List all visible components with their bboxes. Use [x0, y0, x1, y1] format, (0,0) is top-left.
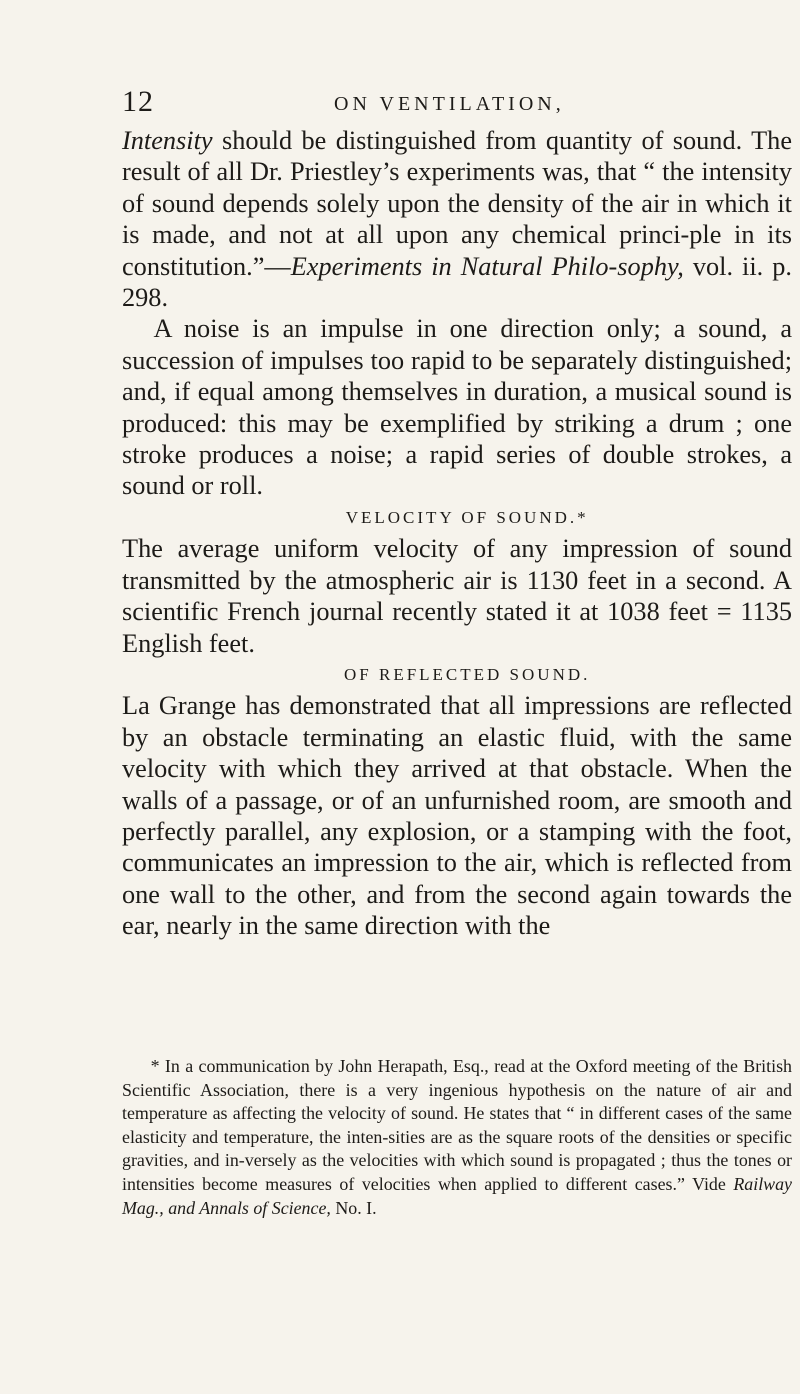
- footnote: [122, 1055, 792, 1220]
- paragraph-intensity: [122, 125, 792, 313]
- paragraph-reflected-sound: La Grange has demonstrated that all impressions are reflected by an obstacle terminating an elastic fluid, with the same velocity with which they arrived at that obstacle. When the walls of a passage, or of an unfurnished room, are smooth and perfectly parallel, any explosion, or a stamping with the foot, communicates an impression to the air, which is reflected from one wall to the other, and from the second again towards the ear, nearly in the same direction with the: [122, 691, 792, 941]
- paragraph-noise: A noise is an impulse in one direction only; a sound, a succession of impulses too rapid to be separately distinguished; and, if equal among themselves in duration, a musical sound is produced: this may be exemplified by striking a drum ; one stroke produces a noise; a rapid series of double strokes, a sound or roll.: [122, 314, 792, 501]
- paragraph-intensity-reference: vol. ii. p. 298.: [122, 251, 792, 313]
- paragraph-velocity: The average uniform velocity of any impression of sound transmitted by the atmospheric air is 1130 feet in a second. A scientific French journal recently stated it at 1038 feet = 1135 English feet.: [122, 534, 792, 658]
- running-title: ON VENTILATION,: [334, 93, 565, 115]
- section-heading-velocity: VELOCITY OF SOUND.*: [345, 507, 589, 527]
- source-title: Experiments in Natural Philo-sophy,: [290, 251, 684, 281]
- section-heading-reflected-sound: OF REFLECTED SOUND.: [344, 664, 591, 684]
- running-head: [122, 85, 782, 125]
- body-text: [122, 125, 792, 942]
- paragraph-intensity-text: should be distinguished from quantity of sound. The result of all Dr. Priestley’s experiments was, that “ the intensity of sound depends solely upon the density of the air in which it is made, and not at all upon any chemical princi-ple in its constitution.”—: [122, 126, 792, 281]
- term-intensity: Intensity: [122, 126, 213, 155]
- footnote-text: * In a communication by John Herapath, Esq., read at the Oxford meeting of the British Scientific Association, there is a very ingenious hypothesis on the nature of air and temperature as affecting the velocity of sound. He states that “ in different cases of the same elasticity and temperature, the inten-sities are as the square roots of the densities or specific gravities, and in-versely as the velocities with which sound is propagated ; thus the tones or intensities become measures of velocities when applied to different cases.” Vide: [122, 1056, 792, 1194]
- page-number: 12: [122, 85, 154, 118]
- footnote-reference: No. I.: [330, 1197, 377, 1218]
- footnote-source: Railway Mag., and Annals of Science,: [122, 1173, 792, 1218]
